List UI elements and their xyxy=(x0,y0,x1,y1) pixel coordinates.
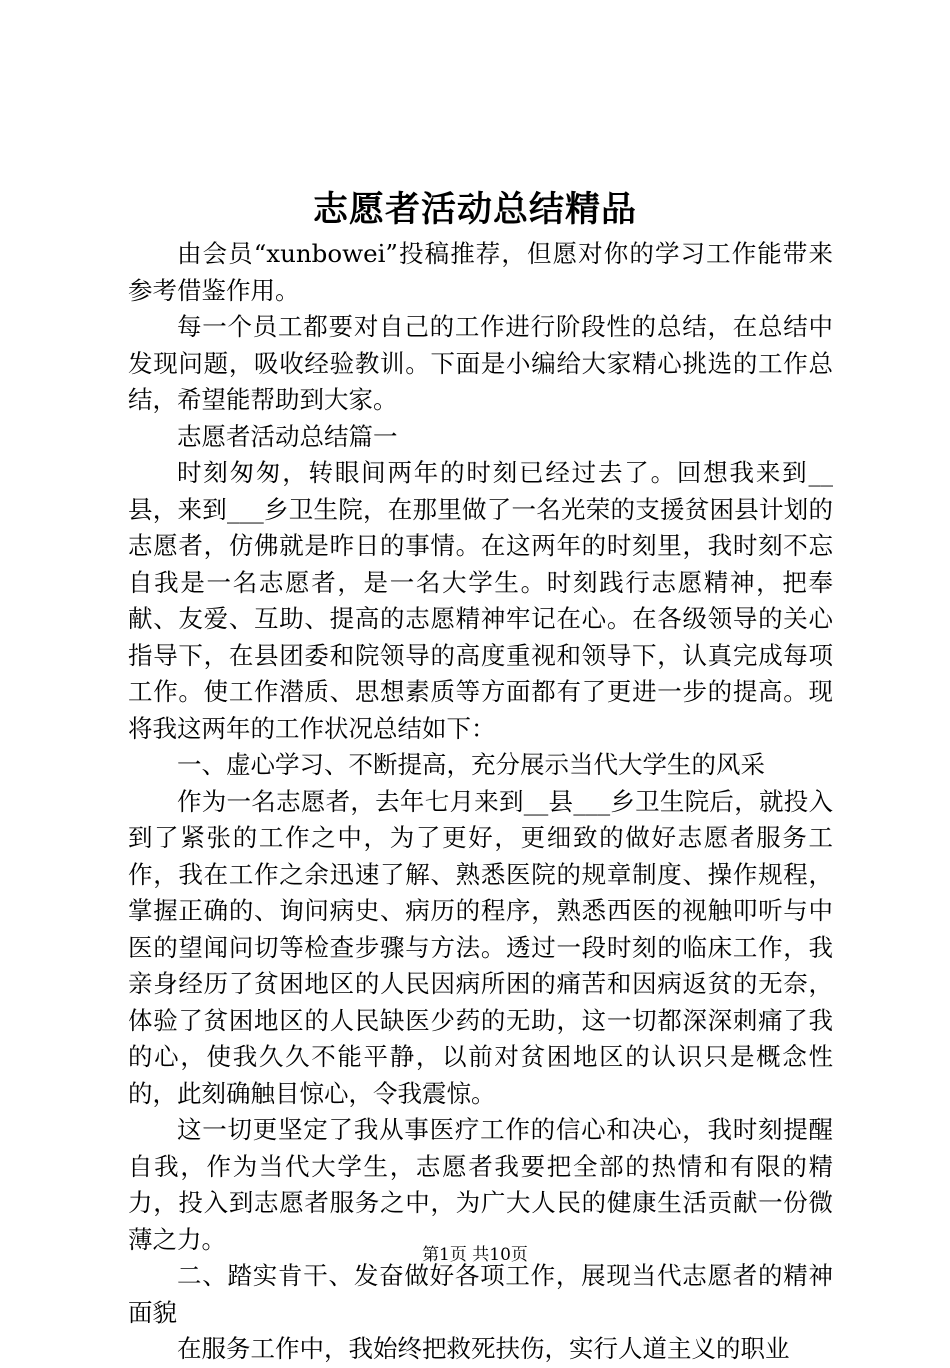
paragraph-volunteer-work: 作为一名志愿者，去年七月来到__县___乡卫生院后，就投入到了紧张的工作之中，为了更好，更细致的做好志愿者服务工作，我在工作之余迅速了解、熟悉医院的规章制度、操作规程，掌握正确的、询问病史、病历的程序，熟悉西医的视触叩听与中医的望闻问切等检查步骤与方法。透过一段时刻的临床工作，我亲身经历了贫困地区的人民因病所困的痛苦和因病返贫的无奈，体验了贫困地区的人民缺医少药的无助，这一切都深深刺痛了我的心，使我久久不能平静，以前对贫困地区的认识只是概念性的，此刻确触目惊心，令我震惊。 xyxy=(128,786,833,1108)
paragraph-service-work: 在服务工作中，我始终把救死扶伤，实行人道主义的职业 xyxy=(177,1334,790,1363)
paragraph-summary-purpose: 每一个员工都要对自己的工作进行阶段性的总结，在总结中发现问题，吸收经验教训。下面是小编给大家精心挑选的工作总结，希望能帮助到大家。 xyxy=(128,312,833,414)
section-heading-part-one: 志愿者活动总结篇一 xyxy=(177,421,398,451)
document-title: 志愿者活动总结精品 xyxy=(312,189,637,230)
page-number-footer: 第1页 共10页 xyxy=(422,1245,528,1265)
paragraph-two-years: 时刻匆匆，转眼间两年的时刻已经过去了。回想我来到__县，来到___乡卫生院，在那里做了一名光荣的支援贫困县计划的志愿者，仿佛就是昨日的事情。在这两年的时刻里，我时刻不忘自我是一名志愿者，是一名大学生。时刻践行志愿精神，把奉献、友爱、互助、提高的志愿精神牢记在心。在各级领导的关心指导下，在县团委和院领导的高度重视和领导下，认真完成每项工作。使工作潜质、思想素质等方面都有了更进一步的提高。现将我这两年的工作状况总结如下： xyxy=(128,458,833,743)
section-heading-diligence: 二、踏实肯干、发奋做好各项工作，展现当代志愿者的精神面貌 xyxy=(128,1261,833,1327)
paragraph-intro: 由会员“xunbowei”投稿推荐，但愿对你的学习工作能带来参考借鉴作用。 xyxy=(128,239,833,305)
paragraph-determination: 这一切更坚定了我从事医疗工作的信心和决心，我时刻提醒自我，作为当代大学生，志愿者我要把全部的热情和有限的精力，投入到志愿者服务之中，为广大人民的健康生活贡献一份微薄之力。 xyxy=(128,1115,833,1254)
document-body xyxy=(128,236,833,1368)
section-heading-learning: 一、虚心学习、不断提高，充分展示当代大学生的风采 xyxy=(177,750,765,779)
